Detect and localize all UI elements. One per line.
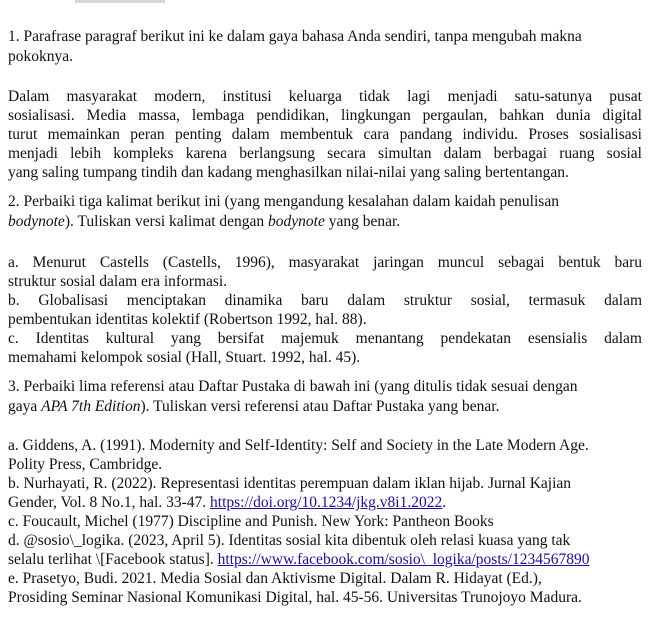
- q3-heading-line2: gaya APA 7th Edition). Tuliskan versi referensi atau Daftar Pustaka yang benar.: [8, 398, 500, 415]
- q2-item-line: c. Identitas kultural yang bersifat majemuk menantang pendekatan esensialis dalam: [8, 330, 642, 347]
- facebook-post-link[interactable]: https://www.facebook.com/sosio\_logika/posts/1234567890: [217, 551, 590, 568]
- top-edge-mark: [75, 0, 165, 3]
- q1-paragraph-line: menjadi lebih kompleks karena berlangsung secara simultan dalam berbagai ruang sosial: [8, 145, 642, 162]
- q2-item-line: pembentukan identitas kolektif (Robertson 1992, hal. 88).: [8, 311, 367, 328]
- reference-a-line1: a. Giddens, A. (1991). Modernity and Self-Identity: Self and Society in the Late Modern Age.: [8, 437, 589, 454]
- q1-paragraph-line: turut memainkan peran penting dalam membentuk cara pandang individu. Proses sosialisasi: [8, 126, 642, 143]
- reference-e-line1: e. Prasetyo, Budi. 2021. Media Sosial dan Aktivisme Digital. Dalam R. Hidayat (Ed.),: [8, 570, 542, 587]
- q2-heading-line1: 2. Perbaiki tiga kalimat berikut ini (yang mengandung kesalahan dalam kaidah penulisan: [8, 193, 559, 210]
- reference-c: c. Foucault, Michel (1977) Discipline and Punish. New York: Pantheon Books: [8, 513, 494, 530]
- apa-edition-term: APA 7th Edition: [41, 398, 141, 415]
- q2-heading-line2: bodynote). Tuliskan versi kalimat dengan bodynote yang benar.: [8, 213, 401, 230]
- q1-paragraph-line: Dalam masyarakat modern, institusi keluarga tidak lagi menjadi satu-satunya pusat: [8, 88, 642, 105]
- reference-d-line2: selalu terlihat \[Facebook status]. https://www.facebook.com/sosio\_logika/posts/1234567890: [8, 551, 590, 568]
- doi-link[interactable]: https://doi.org/10.1234/jkg.v8i1.2022: [210, 494, 443, 511]
- reference-b-line1: b. Nurhayati, R. (2022). Representasi identitas perempuan dalam iklan hijab. Jurnal Kajian: [8, 475, 572, 492]
- q3-heading-line1: 3. Perbaiki lima referensi atau Daftar Pustaka di bawah ini (yang ditulis tidak sesuai dengan: [8, 378, 578, 395]
- q2-item-line: a. Menurut Castells (Castells, 1996), masyarakat jaringan muncul sebagai bentuk baru: [8, 254, 642, 271]
- q1-heading-line1: 1. Parafrase paragraf berikut ini ke dalam gaya bahasa Anda sendiri, tanpa mengubah makna: [8, 28, 582, 45]
- reference-e-line2: Prosiding Seminar Nasional Komunikasi Digital, hal. 45-56. Universitas Trunojoyo Madura.: [8, 589, 582, 606]
- q1-paragraph-line: sosialisasi. Media massa, lembaga pendidikan, lingkungan pergaulan, bahkan dunia digital: [8, 107, 642, 124]
- bodynote-term: bodynote: [8, 213, 65, 230]
- q1-heading-line2: pokoknya.: [8, 48, 74, 65]
- q2-item-line: b. Globalisasi menciptakan dinamika baru dalam struktur sosial, termasuk dalam: [8, 292, 642, 309]
- q2-item-line: struktur sosial dalam era informasi.: [8, 273, 228, 290]
- q2-item-line: memahami kelompok sosial (Hall, Stuart. 1992, hal. 45).: [8, 349, 361, 366]
- q1-paragraph-line: yang saling tumpang tindih dan kadang menghasilkan nilai-nilai yang saling bertentangan.: [8, 164, 569, 181]
- reference-b-line2: Gender, Vol. 8 No.1, hal. 33-47. https://doi.org/10.1234/jkg.v8i1.2022.: [8, 494, 447, 511]
- reference-a-line2: Polity Press, Cambridge.: [8, 456, 163, 473]
- bodynote-term: bodynote: [268, 213, 325, 230]
- reference-d-line1: d. @sosio\_logika. (2023, April 5). Identitas sosial kita dibentuk oleh relasi kuasa yang tak: [8, 532, 571, 549]
